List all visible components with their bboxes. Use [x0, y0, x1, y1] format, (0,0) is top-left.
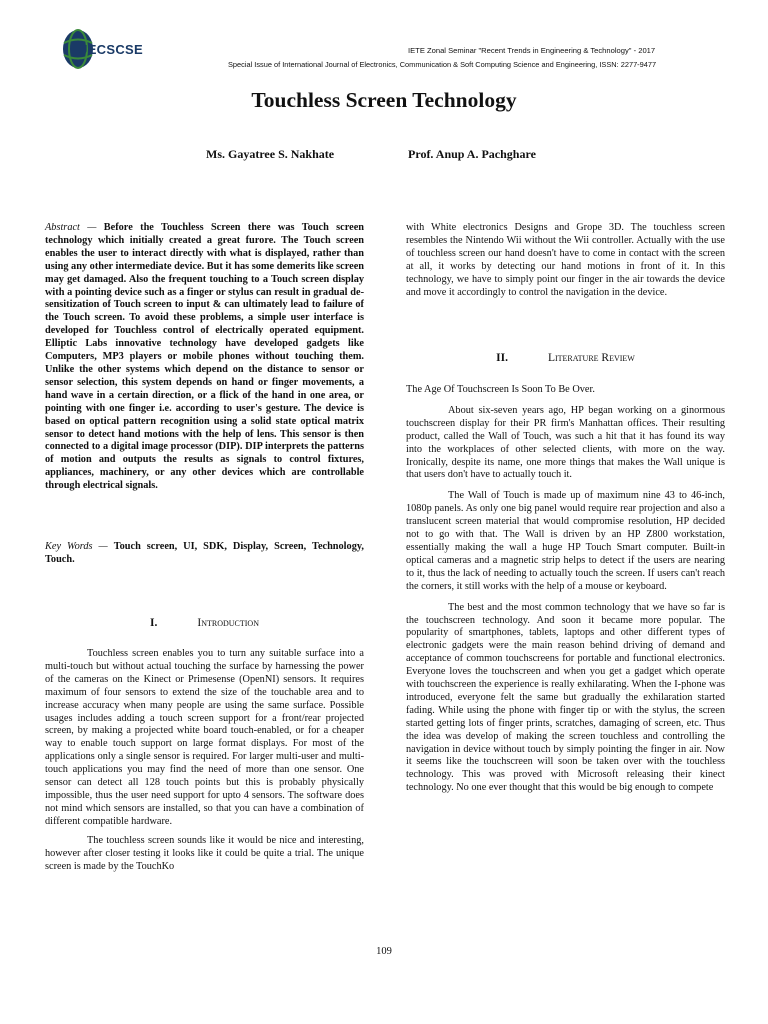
author-2: Prof. Anup A. Pachghare [408, 147, 536, 161]
lit-paragraph-2: The Wall of Touch is made up of maximum nine 43 to 46-inch, 1080p panels. As only one big panel would require rear projection and also a translucent screen material that would compromise resolution, HP decided not to go with that. The Wall is driven by an HP Z800 workstation, essentially making the wall a huge HP Touch Smart computer. Built-in optical cameras and a magnetic strip helps to detect if the users are nearing to it, thus the lack of needing to actually touch the screen. If users can't reach the corners, it still works with the help of a mouse or keyboard. [406, 490, 725, 592]
intro-body [45, 648, 364, 873]
right-column-top [406, 222, 725, 299]
keywords-label: Key Words — [45, 541, 108, 552]
keywords-block [45, 541, 364, 567]
keywords [45, 541, 364, 567]
intro-paragraph-2: The touchless screen sounds like it would be nice and interesting, however after closer testing it looks like it could be quite a trial. The unique screen is made by the TouchKo [45, 834, 364, 872]
lit-paragraph-3: The best and the most common technology that we have so far is the touchscreen technology. And soon it became more popular. The popularity of smartphones, tablets, laptops and other different types of electronic gadgets were the main reason behind driving of demand and acceptance of common touchscreens for portable and functional electronics. Everyone loves the touchscreen and when you get a gadget which operate with touchscreen the experience is really exhilarating. When the I-phone was introduced, everyone felt the same but gradually the exhilaration started fading. While using the phone with finger tip or with the stylus, the screen started getting lots of finger prints, scratches, damaging of screen, etc. Thus the idea was develop of making the screen touchless and controlling the navigation in device without touch by simply pointing the finger in air. Now it seems like the touchscreen will soon be taken over with the touchless technology. This was proved with Microsoft releasing their kinect technology. No one ever thought that this would be big enough to compete [406, 601, 725, 794]
author-1: Ms. Gayatree S. Nakhate [206, 147, 335, 161]
logo-text: UECSCSE [78, 42, 143, 57]
lit-title: Literature Review [547, 352, 635, 364]
abstract [45, 222, 364, 493]
paper-title: Touchless Screen Technology [251, 88, 517, 112]
journal-header: Special Issue of International Journal of Electronics, Communication & Soft Computing Science and Engineering, ISSN: 2277-9477 [228, 60, 657, 69]
lit-number: II. [496, 352, 508, 364]
lit-heading [406, 352, 725, 365]
intro-paragraph-1: Touchless screen enables you to turn any suitable surface into a multi-touch but without actual touching the surface by harnessing the power of the cameras on the Kinect or Primesense (OpenNI) sensors. It requires maximum of four sensors to extend the size of the touchable area and to increase accuracy when many people are using the same surface. Possible usages includes adding a touch screen support for a front/rear projected screen, by making a projected white board touch-enabled, or for a cheaper way to enable touch support on large format displays. For most of the applications only a single sensor is required. For larger multi-user and multi-touch applications you may find the need of more than one sensor. One sensor can detect all 128 touch points but this is probably physically impossible, thus the user need support for upto 4 sensors. The software does not mind which sensors are installed, so that you can have a combination of different compatible hardware. [45, 648, 364, 827]
intro-heading [45, 617, 364, 630]
keywords-text: Touch screen, UI, SDK, Display, Screen, Technology, Touch. [45, 541, 364, 565]
left-column [45, 222, 364, 493]
abstract-text: Before the Touchless Screen there was Touch screen technology which initially created a great furore. The Touch screen enables the user to interact directly with what is displayed, rather than using any other intermediate device. But it has some demerits like screen may get damaged. Also the frequent touching to a Touch screen display with a pointing device such as a finger or stylus can result in gradual de-sensitization of Touch screen to input & can ultimately lead to failure of the Touch screen. To avoid these problems, a simple user interface is developed for Touchless control of electrically operated equipment. Elliptic Labs innovative technology have developed gadgets like Computers, MP3 players or mobile phones without touching them. Unlike the other systems which depend on the distance to sensor or sensor selection, this system depends on hand or finger movements, a hand wave in a certain direction, or a flick of the hand in one area, or pointing with one finger i.e. according to user's gesture. The device is based on optical pattern recognition using a solid state optical matrix sensor to detect hand motions with the help of lens. This sensor is then connected to a digital image processor (DIP). DIP interprets the patterns of motion and outputs the results as signals to control fixtures, appliances, machinery, or any other devices which are controllable through electrical signals. [45, 222, 364, 492]
lit-paragraph-1: About six-seven years ago, HP began working on a ginormous touchscreen display for their PR firm's Manhattan offices. Their resulting product, called the Wall of Touch, was such a hit that it has found its way into the workplaces of other selected clients, with more on the way. Ironically, despite its name, one more things that makes the Wall unique is that users don't have to actually touch it. [406, 404, 725, 481]
intro-number: I. [150, 617, 158, 629]
page-number: 109 [376, 946, 392, 957]
intro-title: Introduction [197, 617, 259, 629]
seminar-header: IETE Zonal Seminar "Recent Trends in Engineering & Technology" - 2017 [408, 46, 656, 55]
abstract-label: Abstract — [45, 222, 97, 233]
lit-subheading: The Age Of Touchscreen Is Soon To Be Over. [406, 384, 595, 395]
intro-continued: with White electronics Designs and Grope 3D. The touchless screen resembles the Nintendo Wii without the Wii controller. Actually with the use of touchless screen our hand doesn't have to come in contact with the screen at all, it works by detecting our hand motions in front of it. In this technology, we have to simply point our finger in the air towards the device and move it accordingly to control the navigation in the device. [406, 222, 725, 298]
lit-body [406, 384, 725, 795]
